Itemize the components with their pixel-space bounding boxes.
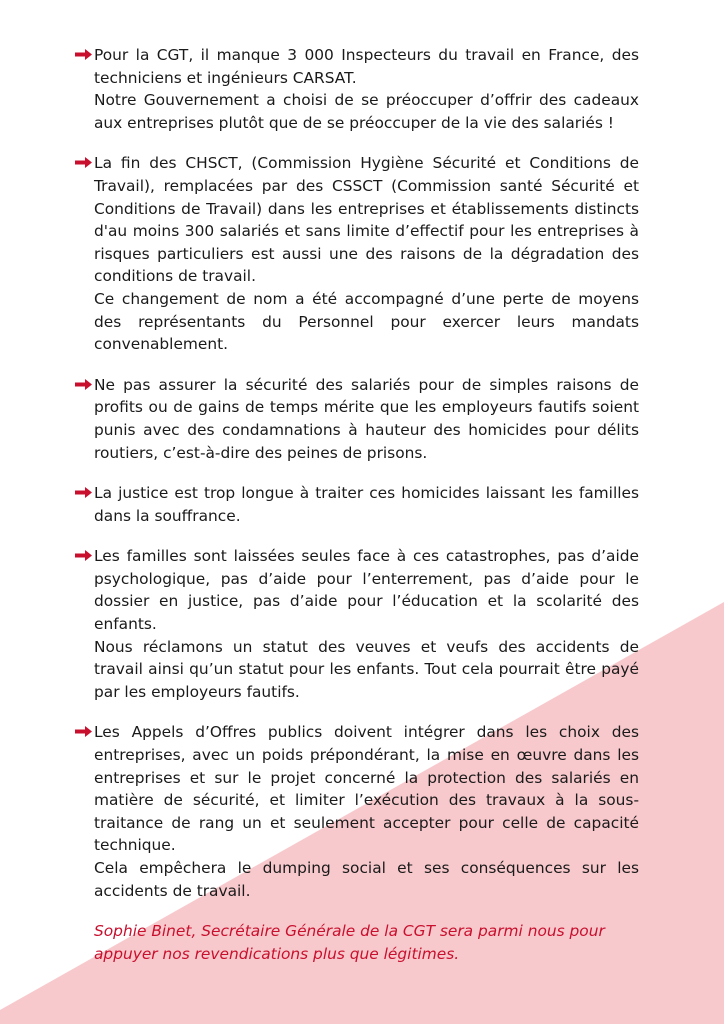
bullet-block [78,374,639,464]
paragraph: Ne pas assurer la sécurité des salariés pour de simples raisons de profits ou de gains de temps mérite que les employeurs fautifs soient punis avec des condamnations à hauteur des homicides pour délits routiers, c’est-à-dire des peines de prisons. [94,375,639,462]
bullet-block [78,545,639,703]
paragraph: Cela empêchera le dumping social et ses conséquences sur les accidents de travail. [94,859,639,900]
bullet-block [78,482,639,527]
right-arrow-icon [74,549,93,562]
document-body [78,44,639,965]
bullet-block [78,721,639,902]
bullet-block [78,44,639,134]
paragraph: Pour la CGT, il manque 3 000 Inspecteurs du travail en France, des techniciens et ingénieurs CARSAT. [94,46,639,87]
paragraph: Les Appels d’Offres publics doivent intégrer dans les choix des entreprises, avec un poids prépondérant, la mise en œuvre dans les entreprises et sur le projet concerné la protection des salariés en matière de sécurité, et limiter l’exécution des travaux à la sous-traitance de rang un et seulement accepter pour celle de capacité technique. [94,723,639,855]
right-arrow-icon [74,725,93,738]
paragraph: La justice est trop longue à traiter ces homicides laissant les familles dans la souffrance. [94,484,639,525]
right-arrow-icon [74,486,93,499]
paragraph: Ce changement de nom a été accompagné d’une perte de moyens des représentants du Personnel pour exercer leurs mandats convenablement. [94,289,639,354]
paragraph: Notre Gouvernement a choisi de se préoccuper d’offrir des cadeaux aux entreprises plutôt que de se préoccuper de la vie des salariés ! [94,91,639,132]
right-arrow-icon [74,378,93,391]
paragraph: Les familles sont laissées seules face à ces catastrophes, pas d’aide psychologique, pas d’aide pour l’enterrement, pas d’aide pour le dossier en justice, pas d’aide pour l’éducation et la scolarité des enfants. [94,547,639,634]
paragraph: La fin des CHSCT, (Commission Hygiène Sécurité et Conditions de Travail), remplacées par des CSSCT (Commission santé Sécurité et Conditions de Travail) dans les entreprises et établissements distincts d'au moins 300 salariés et sans limite d’effectif pour les entreprises à risques particuliers est aussi une des raisons de la dégradation des conditions de travail. [94,154,639,286]
right-arrow-icon [74,48,93,61]
bullet-list [78,44,639,902]
bullet-block [78,152,639,355]
signature-note: Sophie Binet, Secrétaire Générale de la CGT sera parmi nous pour appuyer nos revendications plus que légitimes. [94,922,605,963]
paragraph: Nous réclamons un statut des veuves et veufs des accidents de travail ainsi qu’un statut pour les enfants. Tout cela pourrait être payé par les employeurs fautifs. [94,637,639,701]
right-arrow-icon [74,156,93,169]
